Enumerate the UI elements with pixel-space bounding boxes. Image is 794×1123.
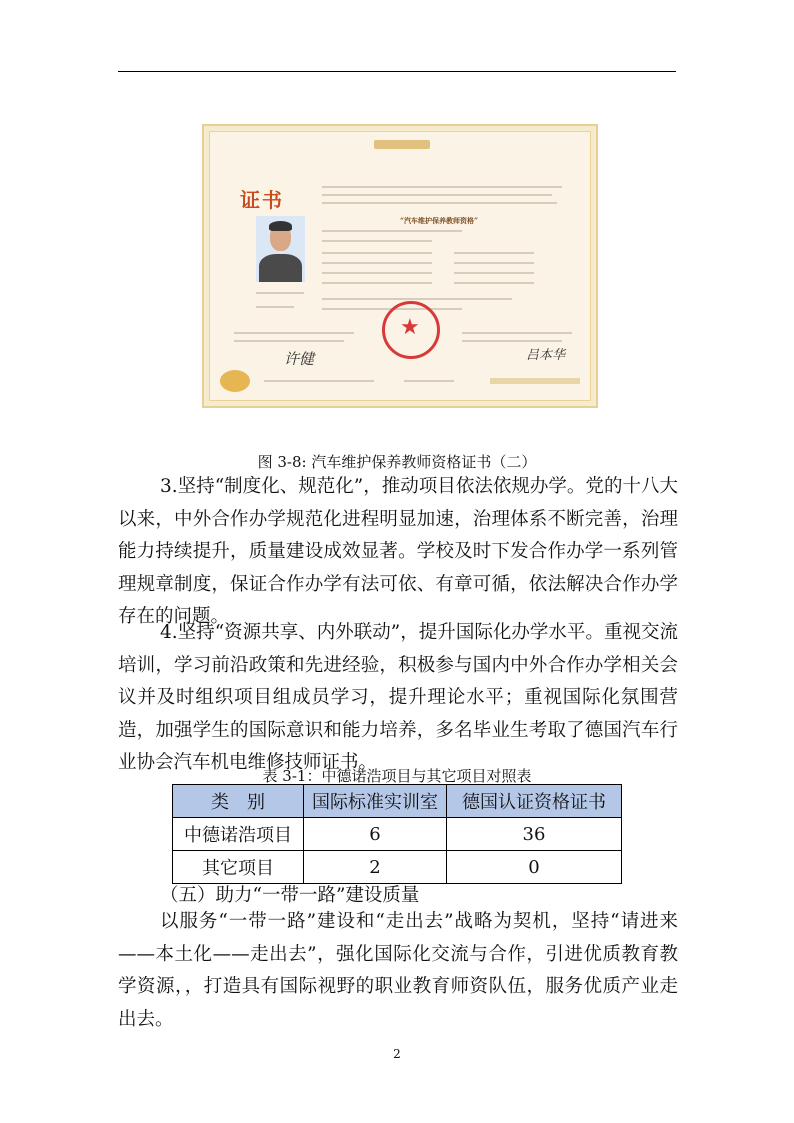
paragraph-3: 3.坚持“制度化、规范化”，推动项目依法依规办学。党的十八大以来，中外合作办学规范化进程明显加速，治理体系不断完善，治理能力持续提升，质量建设成效显著。学校及时下发合作办学一系列管理规章制度，保证合作办学有法可依、有章可循，依法解决合作办学存在的问题。 [118,476,678,627]
table-cell: 2 [304,851,447,884]
certificate-crest [374,140,430,149]
table-cell: 6 [304,818,447,851]
header-rule [118,71,676,72]
comparison-table [172,784,622,884]
table-row [173,818,622,851]
table-title: 表 3-1：中德诺浩项目与其它项目对照表 [262,767,532,785]
page-number: 2 [393,1047,401,1061]
certificate-photo [256,216,305,282]
certificate-footer [490,378,580,384]
certificate-image [202,124,598,408]
star-icon: ★ [400,315,420,340]
signature-right: 吕本华 [526,348,566,363]
table-header-row [173,785,622,818]
table-header: 国际标准实训室 [304,785,447,818]
table-header: 德国认证资格证书 [447,785,622,818]
figure-caption: 图 3-8: 汽车维护保养教师资格证书（二） [257,453,537,471]
table-cell: 中德诺浩项目 [173,818,304,851]
gold-badge [220,370,250,392]
certificate-title: “汽车维护保养教师资格” [400,216,479,225]
section-body: 以服务“一带一路”建设和“走出去”战略为契机，坚持“请进来——本土化——走出去”，强化国际化交流与合作，引进优质教育教学资源，，打造具有国际视野的职业教育师资队伍，服务优质产业走出去。 [118,911,678,1030]
table-cell: 其它项目 [173,851,304,884]
certificate-heading: 证书 [240,188,284,212]
table-cell: 36 [447,818,622,851]
table-row [173,851,622,884]
official-seal [382,301,440,359]
signature-left: 许健 [284,350,315,368]
table-header: 类 别 [173,785,304,818]
section-heading: （五）助力“一带一路”建设质量 [160,885,420,906]
table-cell: 0 [447,851,622,884]
paragraph-4: 4.坚持“资源共享、内外联动”，提升国际化办学水平。重视交流培训，学习前沿政策和先进经验，积极参与国内中外合作办学相关会议并及时组织项目组成员学习，提升理论水平；重视国际化氛围营造，加强学生的国际意识和能力培养，多名毕业生考取了德国汽车行业协会汽车机电维修技师证书。 [118,622,678,773]
